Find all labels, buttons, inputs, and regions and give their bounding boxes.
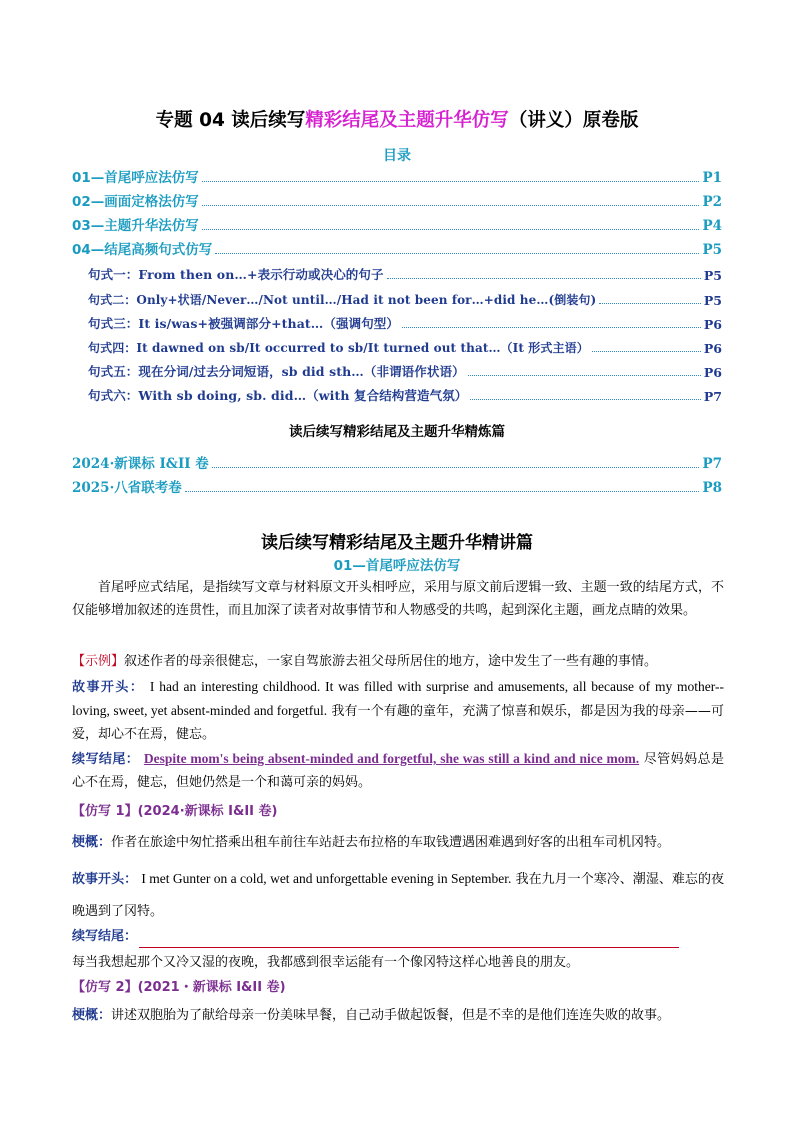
toc-leader-dots <box>185 491 700 492</box>
ending-label: 续写结尾： <box>72 929 138 944</box>
ending-chinese: 尽管妈妈总是心不在焉，健忘，但她仍然是一个和蔼可亲的妈妈。 <box>72 752 724 790</box>
example-opening <box>72 675 724 746</box>
ending-english: Despite mom's being absent-minded and forgetful, she was still a kind and nice mom. <box>143 751 640 766</box>
toc-item-label: 01—首尾呼应法仿写 <box>72 170 199 186</box>
toc-leader-dots <box>402 327 701 328</box>
practice1-ending <box>72 925 724 948</box>
toc-sub-item-page: P6 <box>703 365 722 380</box>
title-suffix: （讲义）原卷版 <box>508 110 639 131</box>
toc-leader-dots <box>387 278 701 279</box>
summary-label: 梗概： <box>72 1008 112 1023</box>
toc-sub-item[interactable] <box>88 336 722 356</box>
toc-item-label: 03—主题升华法仿写 <box>72 218 199 234</box>
toc-sub-item-page: P5 <box>703 293 722 308</box>
toc-item-page: P4 <box>702 218 722 234</box>
opening-english: I met Gunter on a cold, wet and unforgettable evening in September. <box>141 871 512 886</box>
example-line <box>72 650 724 673</box>
ending-label: 续写结尾： <box>72 752 140 767</box>
example-text: 叙述作者的母亲很健忘，一家自驾旅游去祖父母所居住的地方，途中发生了一些有趣的事情。 <box>124 654 658 669</box>
summary-text: 作者在旅途中匆忙搭乘出租车前往车站赶去布拉格的车取钱遭遇困难遇到好客的出租车司机冈特。 <box>111 835 671 850</box>
toc-sub-item-label: 句式一：From then on…+表示行动或决心的句子 <box>88 267 384 282</box>
answer-blank-line[interactable] <box>139 933 679 948</box>
toc-sub-item[interactable] <box>88 263 722 283</box>
toc-item-label: 02—画面定格法仿写 <box>72 194 199 210</box>
example-tag: 【示例】 <box>72 654 125 669</box>
practice2-tag-text: 【仿写 2】(2021・新课标 I&II 卷) <box>72 980 286 995</box>
opening-chinese: 我有一个有趣的童年，充满了惊喜和娱乐，都是因为我的母亲——可爱，却心不在焉，健忘。 <box>72 704 724 742</box>
toc-item[interactable] <box>72 190 722 210</box>
toc-sub-item[interactable] <box>88 288 722 308</box>
practice1-tag-text: 【仿写 1】(2024·新课标 I&II 卷) <box>72 804 278 819</box>
practice1-opening <box>72 863 724 928</box>
practice2-summary <box>72 1004 724 1027</box>
toc-sub-item-label: 句式五：现在分词/过去分词短语，sb did sth…（非谓语作状语） <box>88 364 465 379</box>
toc-sub-item-label: 句式三：It is/was+被强调部分+that…（强调句型） <box>88 316 400 331</box>
opening-label: 故事开头： <box>72 872 138 887</box>
toc-leader-dots <box>592 351 701 352</box>
toc-sub-item-label: 句式六：With sb doing, sb. did…（with 复合结构营造气氛） <box>88 388 468 403</box>
toc-leader-dots <box>212 467 700 468</box>
practice-section-heading: 读后续写精彩结尾及主题升华精炼篇 <box>289 424 505 440</box>
toc-leader-dots <box>202 181 700 182</box>
toc-item[interactable] <box>72 238 722 258</box>
opening-chinese: 我在九月一个寒冷、潮湿、难忘的夜晚遇到了冈特。 <box>72 872 724 919</box>
toc-sub-item[interactable] <box>88 312 722 332</box>
toc-item-page: P5 <box>702 242 722 258</box>
practice1-summary <box>72 831 724 854</box>
toc-item-page: P2 <box>702 194 722 210</box>
toc-sub-item-page: P6 <box>703 317 722 332</box>
toc-sub-item-page: P5 <box>703 268 722 283</box>
summary-text: 讲述双胞胎为了献给母亲一份美味早餐，自己动手做起饭餐，但是不幸的是他们连连失败的故事。 <box>111 1008 671 1023</box>
intro-paragraph: 首尾呼应式结尾，是指续写文章与材料原文开头相呼应，采用与原文前后逻辑一致、主题一致的结尾方式，不仅能够增加叙述的连贯性，而且加深了读者对故事情节和人物感受的共鸣，起到深化主题，画龙点睛的效果。 <box>72 580 724 618</box>
practice1-ending-chinese: 每当我想起那个又冷又湿的夜晚，我都感到很幸运能有一个像冈特这样心地善良的朋友。 <box>72 955 580 970</box>
opening-english: I had an interesting childhood. It was filled with surprise and amusements, all because of my mother--loving, sweet, yet absent-minded and forgetful. <box>72 679 724 718</box>
page-title <box>0 106 794 132</box>
toc-sub-item-label: 句式四：It dawned on sb/It occurred to sb/It turned out that…（It 形式主语） <box>88 341 589 355</box>
toc-leader-dots <box>202 229 700 230</box>
toc-item[interactable] <box>72 214 722 234</box>
toc-sub-item[interactable] <box>88 384 722 404</box>
practice2-tag <box>72 976 724 999</box>
title-prefix: 专题 04 读后续写 <box>155 110 306 131</box>
example-ending <box>72 747 724 794</box>
title-highlight: 精彩结尾及主题升华仿写 <box>305 110 509 131</box>
toc-heading: 目录 <box>383 148 411 164</box>
toc-practice-item[interactable] <box>72 476 722 496</box>
practice1-tag <box>72 800 724 823</box>
toc-practice-item-page: P8 <box>702 480 722 496</box>
toc-practice-item-label: 2025·八省联考卷 <box>72 480 182 496</box>
toc-practice-item-label: 2024·新课标 I&II 卷 <box>72 456 209 472</box>
summary-label: 梗概： <box>72 835 112 850</box>
opening-label: 故事开头： <box>72 680 145 695</box>
toc-leader-dots <box>468 375 701 376</box>
toc-leader-dots <box>202 205 700 206</box>
toc-practice-item-page: P7 <box>702 456 722 472</box>
toc-sub-item[interactable] <box>88 360 722 380</box>
toc-leader-dots <box>215 253 699 254</box>
toc-item-label: 04—结尾高频句式仿写 <box>72 242 213 258</box>
toc-sub-item-page: P6 <box>703 341 722 356</box>
toc-leader-dots <box>599 303 701 304</box>
main-section-heading: 读后续写精彩结尾及主题升华精讲篇 <box>261 533 533 553</box>
toc-sub-item-label: 句式二：Only+状语/Never…/Not until…/Had it not been for…+did he…(倒装句) <box>88 293 597 307</box>
section-title: 01—首尾呼应法仿写 <box>333 558 461 574</box>
toc-item[interactable] <box>72 166 722 186</box>
toc-sub-item-page: P7 <box>703 389 722 404</box>
toc-practice-item[interactable] <box>72 452 722 472</box>
toc-item-page: P1 <box>702 170 722 186</box>
toc-leader-dots <box>470 399 700 400</box>
